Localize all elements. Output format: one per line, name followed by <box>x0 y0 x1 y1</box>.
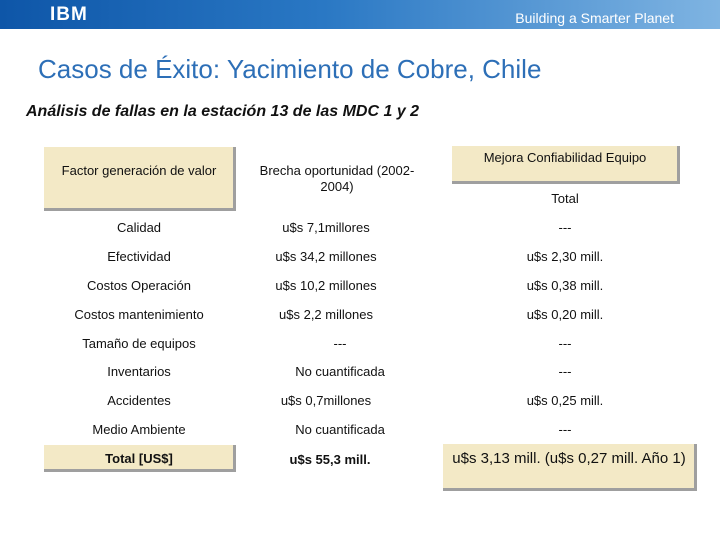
page-title: Casos de Éxito: Yacimiento de Cobre, Chile <box>38 54 542 84</box>
row-brecha: u$s 2,2 millones <box>279 307 373 322</box>
row-factor: Calidad <box>116 220 162 235</box>
row-brecha: u$s 0,7millones <box>280 393 372 408</box>
row-factor: Medio Ambiente <box>92 422 186 437</box>
row-factor: Costos Operación <box>86 278 192 293</box>
row-mejora: u$s 0,25 mill. <box>526 393 604 408</box>
row-brecha: u$s 34,2 millones <box>275 249 377 264</box>
row-factor: Inventarios <box>107 364 171 379</box>
total-mejora: u$s 3,13 mill. (u$s 0,27 mill. Año 1) <box>452 450 686 467</box>
page-subtitle: Análisis de fallas en la estación 13 de las MDC 1 y 2 <box>26 103 420 120</box>
row-factor: Accidentes <box>107 393 171 408</box>
top-banner <box>0 0 720 29</box>
row-mejora: u$s 2,30 mill. <box>526 249 604 264</box>
row-mejora: --- <box>558 220 572 235</box>
total-brecha: u$s 55,3 mill. <box>289 452 371 467</box>
total-label: Total [US$] <box>105 451 173 466</box>
row-mejora: --- <box>558 422 572 437</box>
header-col3-sublabel: Total <box>551 191 579 206</box>
row-brecha: No cuantificada <box>295 422 385 437</box>
row-brecha: --- <box>333 336 347 351</box>
header-col2-label: Brecha oportunidad (2002-2004) <box>259 163 415 194</box>
ibm-logo: IBM <box>50 4 88 25</box>
row-factor: Tamaño de equipos <box>82 336 196 351</box>
header-col1-box <box>44 147 236 211</box>
row-mejora: --- <box>558 336 572 351</box>
tagline: Building a Smarter Planet <box>515 10 674 26</box>
row-factor: Costos mantenimiento <box>74 307 204 322</box>
row-mejora: u$s 0,38 mill. <box>526 278 604 293</box>
header-col3-label: Mejora Confiabilidad Equipo <box>483 150 647 165</box>
row-brecha: u$s 7,1millores <box>282 220 370 235</box>
header-col1-label: Factor generación de valor <box>61 163 217 178</box>
row-mejora: --- <box>558 364 572 379</box>
row-factor: Efectividad <box>107 249 171 264</box>
row-brecha: No cuantificada <box>295 364 385 379</box>
row-brecha: u$s 10,2 millones <box>275 278 377 293</box>
row-mejora: u$s 0,20 mill. <box>526 307 604 322</box>
